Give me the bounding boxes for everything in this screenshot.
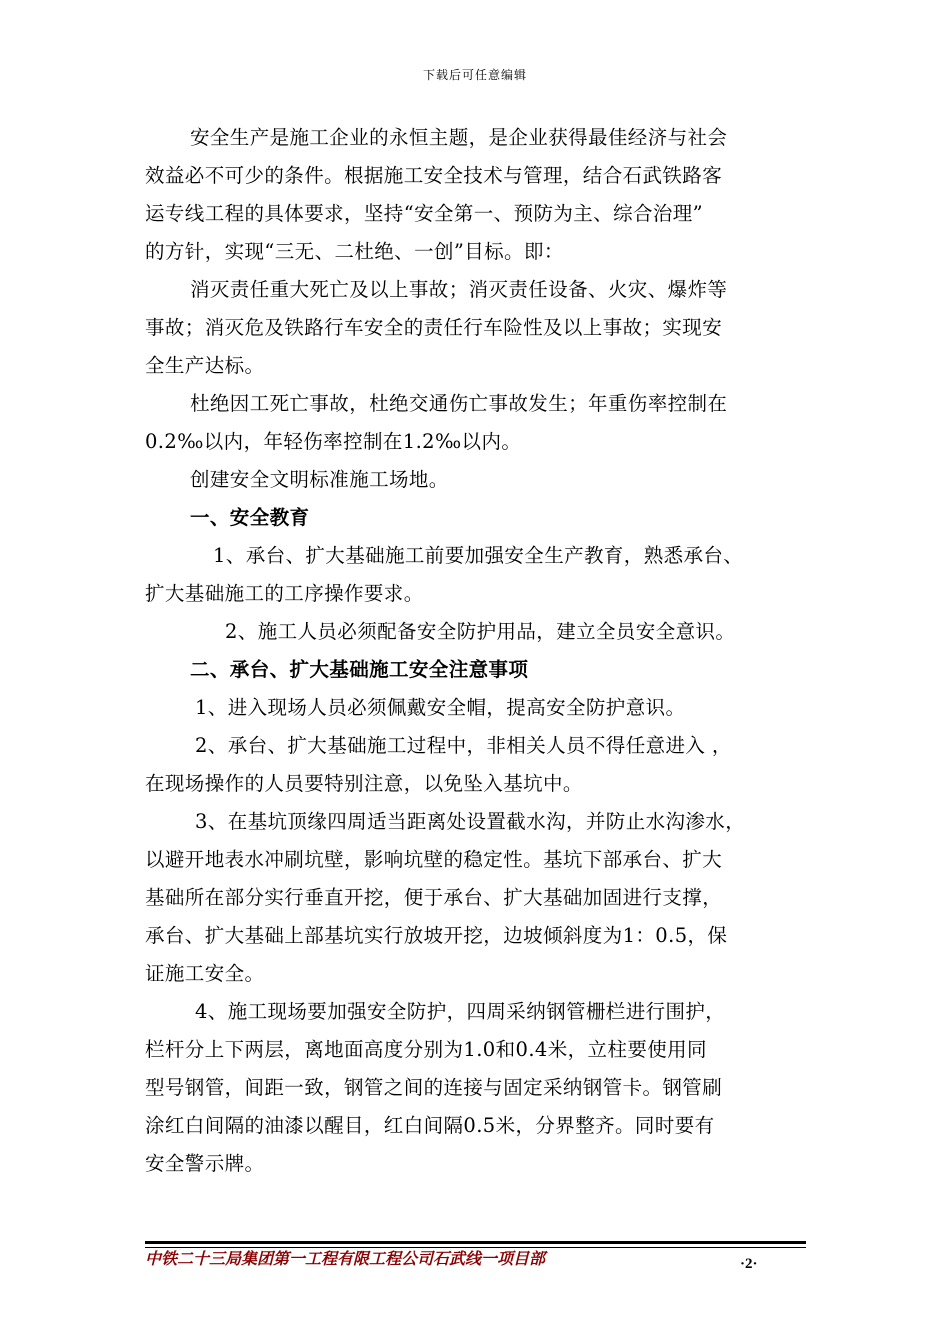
paragraph-line: 1、进入现场人员必须佩戴安全帽，提高安全防护意识。 [195, 696, 686, 719]
footer-rule-thick [145, 1241, 806, 1244]
paragraph-line: 全生产达标。 [145, 354, 265, 377]
paragraph-line: 4、施工现场要加强安全防护，四周采纳钢管栅栏进行围护， [195, 1000, 726, 1023]
paragraph-line: 承台、扩大基础上部基坑实行放坡开挖，边坡倾斜度为1：0.5，保 [145, 924, 728, 947]
paragraph-line: 证施工安全。 [145, 962, 265, 985]
section-heading: 一、安全教育 [190, 506, 310, 529]
paragraph-line: 0.2‰以内，年轻伤率控制在1.2‰以内。 [145, 430, 522, 453]
paragraph-line: 栏杆分上下两层，离地面高度分别为1.0和0.4米，立柱要使用同 [145, 1038, 707, 1061]
paragraph-line: 涂红白间隔的油漆以醒目，红白间隔0.5米，分界整齐。同时要有 [145, 1114, 715, 1137]
paragraph-line: 杜绝因工死亡事故，杜绝交通伤亡事故发生；年重伤率控制在 [190, 392, 728, 415]
paragraph-line: 安全生产是施工企业的永恒主题，是企业获得最佳经济与社会 [190, 126, 728, 149]
paragraph-line: 2、承台、扩大基础施工过程中，非相关人员不得任意进入 ， [195, 734, 732, 757]
paragraph-line: 消灭责任重大死亡及以上事故；消灭责任设备、火灾、爆炸等 [190, 278, 728, 301]
paragraph-line: 型号钢管，间距一致，钢管之间的连接与固定采纳钢管卡。钢管刷 [145, 1076, 723, 1099]
paragraph-line: 以避开地表水冲刷坑壁，影响坑壁的稳定性。基坑下部承台、扩大 [145, 848, 723, 871]
paragraph-line: 效益必不可少的条件。根据施工安全技术与管理，结合石武铁路客 [145, 164, 723, 187]
paragraph-line: 运专线工程的具体要求，坚持“安全第一、预防为主、综合治理” [145, 202, 704, 225]
paragraph-line: 扩大基础施工的工序操作要求。 [145, 582, 424, 605]
paragraph-line: 创建安全文明标准施工场地。 [190, 468, 449, 491]
paragraph-line: 3、在基坑顶缘四周适当距离处设置截水沟，并防止水沟渗水， [195, 810, 746, 833]
section-heading: 二、承台、扩大基础施工安全注意事项 [190, 658, 529, 681]
paragraph-line: 2、施工人员必须配备安全防护用品，建立全员安全意识。 [225, 620, 736, 643]
download-note: 下载后可任意编辑 [422, 68, 527, 82]
page-number: ·2· [740, 1256, 758, 1272]
paragraph-line: 安全警示牌。 [145, 1152, 265, 1175]
paragraph-line: 1、承台、扩大基础施工前要加强安全生产教育，熟悉承台、 [213, 544, 744, 567]
paragraph-line: 事故；消灭危及铁路行车安全的责任行车险性及以上事故；实现安 [145, 316, 723, 339]
footer-company-name: 中铁二十三局集团第一工程有限工程公司石武线一项目部 [145, 1249, 546, 1268]
document-body [145, 119, 805, 1183]
paragraph-line: 在现场操作的人员要特别注意，以免坠入基坑中。 [145, 772, 583, 795]
paragraph-line: 的方针，实现“三无、二杜绝、一创”目标。即： [145, 240, 564, 263]
paragraph-line: 基础所在部分实行垂直开挖，便于承台、扩大基础加固进行支撑， [145, 886, 723, 909]
